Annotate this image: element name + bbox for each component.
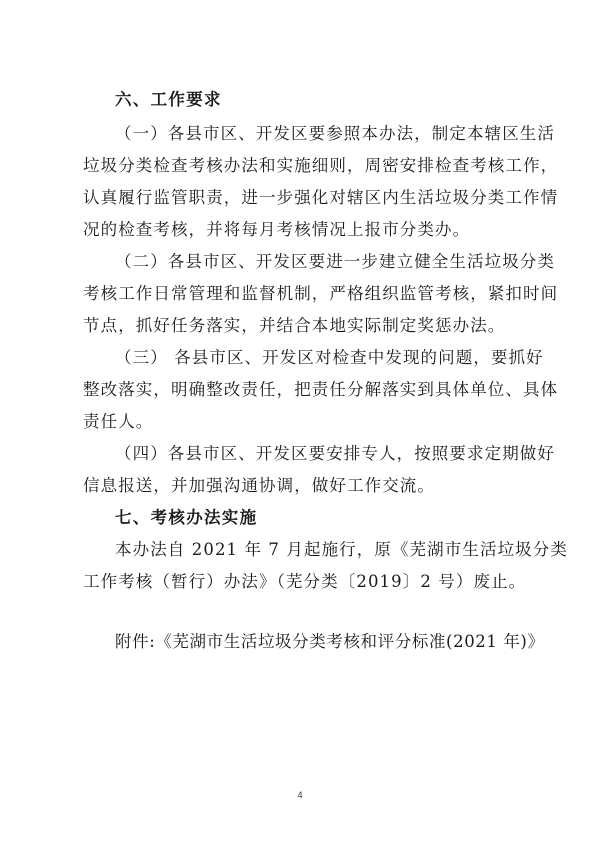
section-6-heading: 六、工作要求 (115, 90, 222, 109)
section-7-p1-line-1: 本办法自 2021 年 7 月起施行，原《芜湖市生活垃圾分类 (115, 540, 568, 559)
section-6-p2-line-3: 节点，抓好任务落实，并结合本地实际制定奖惩办法。 (83, 316, 506, 335)
section-7-heading: 七、考核办法实施 (115, 508, 258, 527)
section-6-p4-line-2: 信息报送，并加强沟通协调，做好工作交流。 (83, 476, 435, 495)
section-6-p1-line-3: 认真履行监管职责，进一步强化对辖区内生活垃圾分类工作情 (83, 188, 559, 207)
section-6-p4-line-1: （四）各县市区、开发区要安排专人，按照要求定期做好 (115, 444, 555, 463)
section-6-p3-line-1: （三） 各县市区、开发区对检查中发现的问题，要抓好 (115, 348, 544, 367)
section-6-p3-line-3: 责任人。 (83, 412, 154, 431)
section-6-p3-line-2: 整改落实，明确整改责任，把责任分解落实到具体单位、具体 (83, 380, 559, 399)
section-6-p1-line-1: （一）各县市区、开发区要参照本办法，制定本辖区生活 (115, 124, 555, 143)
section-7-p1-line-2: 工作考核（暂行）办法》（芜分类〔2019〕2 号）废止。 (83, 572, 527, 591)
section-6-p2-line-1: （二）各县市区、开发区要进一步建立健全生活垃圾分类 (115, 252, 555, 271)
section-6-p1-line-4: 况的检查考核，并将每月考核情况上报市分类办。 (83, 220, 471, 239)
section-6-p2-line-2: 考核工作日常管理和监督机制，严格组织监管考核，紧扣时间 (83, 284, 559, 303)
attachment-line: 附件:《芜湖市生活垃圾分类考核和评分标准(2021 年)》 (115, 632, 545, 651)
section-6-p1-line-2: 垃圾分类检查考核办法和实施细则，周密安排检查考核工作， (83, 156, 559, 175)
page-number: 4 (297, 790, 303, 800)
